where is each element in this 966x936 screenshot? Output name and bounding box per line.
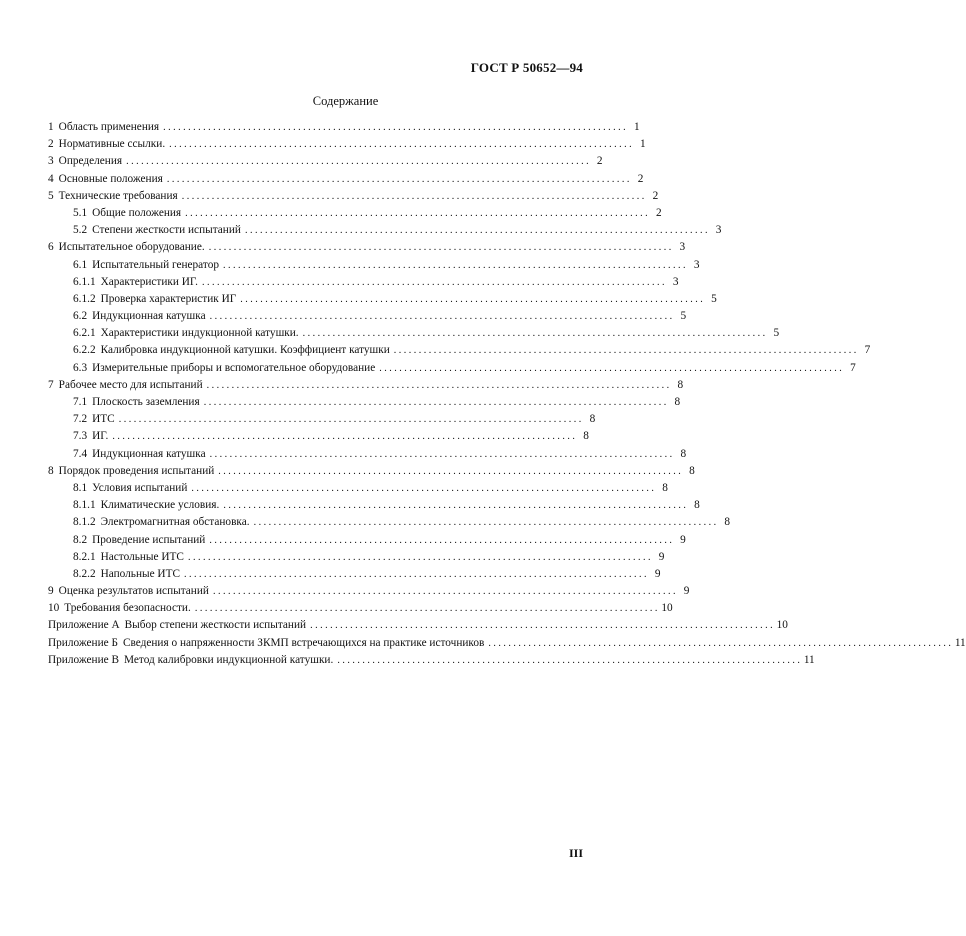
toc-dot-leader xyxy=(219,497,690,514)
toc-entry[interactable] xyxy=(48,549,665,566)
toc-entry[interactable] xyxy=(48,222,722,239)
toc-entry-title: Рабочее место для испытаний xyxy=(58,378,203,391)
toc-dot-leader xyxy=(181,205,652,222)
toc-entry-title: Плоскость заземления xyxy=(92,396,200,408)
toc-entry-title: Нормативные ссылки. xyxy=(58,138,166,151)
toc-entry-page: 8 xyxy=(589,413,596,426)
toc-entry[interactable] xyxy=(48,600,673,617)
toc-entry-title: Определения xyxy=(58,155,123,168)
toc-entry-title: Индукционная катушка xyxy=(92,447,206,460)
toc-entry-number: 6.2 xyxy=(73,310,88,323)
toc-entry-page: 8 xyxy=(689,464,695,477)
toc-entry-number: Приложение В xyxy=(48,653,119,666)
toc-entry-number: 8.1 xyxy=(73,481,88,494)
toc-dot-leader xyxy=(187,480,658,497)
toc-entry[interactable] xyxy=(48,342,871,359)
toc-dot-leader xyxy=(306,617,777,634)
toc-entry-page: 2 xyxy=(652,189,659,202)
toc-entry-number: 7 xyxy=(48,378,54,391)
toc-entry-page: 3 xyxy=(679,241,686,254)
toc-entry-number: 7.3 xyxy=(73,430,88,443)
toc-entry-number: 8.1.1 xyxy=(73,499,96,512)
toc-dot-leader xyxy=(159,119,630,136)
toc-entry-number: 3 xyxy=(48,155,54,168)
toc-entry-number: 7.4 xyxy=(73,447,88,460)
toc-entry-number: 2 xyxy=(48,138,54,151)
toc-entry-page: 3 xyxy=(672,275,679,288)
toc-entry-title: Характеристики индукционной катушки. xyxy=(100,327,299,340)
toc-dot-leader xyxy=(214,463,685,480)
toc-dot-leader xyxy=(203,377,674,394)
toc-entry[interactable] xyxy=(48,360,856,377)
toc-entry-title: Оценка результатов испытаний xyxy=(58,585,209,598)
toc-entry[interactable] xyxy=(48,136,646,153)
toc-entry[interactable] xyxy=(48,480,668,497)
toc-entry-number: 6.2.1 xyxy=(73,327,96,340)
toc-entry-number: 1 xyxy=(48,121,54,133)
toc-entry-page: 10 xyxy=(776,619,788,632)
toc-entry-page: 7 xyxy=(850,361,856,374)
toc-dot-leader xyxy=(299,325,770,342)
toc-entry-number: 8 xyxy=(48,464,54,477)
toc-dot-leader xyxy=(250,514,721,531)
toc-entry[interactable] xyxy=(48,188,659,205)
toc-entry-page: 5 xyxy=(773,327,780,340)
toc-entry-title: Выбор степени жесткости испытаний xyxy=(124,619,307,632)
toc-entry-title: Сведения о напряженности ЗКМП встречающихся на практике источников xyxy=(122,636,485,649)
toc-entry[interactable] xyxy=(48,205,662,222)
toc-entry-page: 3 xyxy=(693,258,700,271)
toc-entry-page: 9 xyxy=(683,585,690,598)
toc-dot-leader xyxy=(178,188,649,205)
toc-dot-leader xyxy=(108,428,579,445)
toc-entry-page: 2 xyxy=(637,172,644,185)
toc-entry-number: 9 xyxy=(48,585,54,598)
toc-entry-page: 2 xyxy=(655,206,662,219)
toc-entry-title: ИТС xyxy=(92,413,115,426)
toc-dot-leader xyxy=(191,600,662,617)
toc-entry-title: Проведение испытаний xyxy=(92,533,206,546)
toc-entry-page: 11 xyxy=(803,653,815,666)
toc-entry[interactable] xyxy=(48,532,686,549)
toc-entry-page: 9 xyxy=(654,567,661,580)
toc-entry-page: 10 xyxy=(661,602,673,615)
toc-entry[interactable] xyxy=(48,446,687,463)
toc-entry-number: 8.2.2 xyxy=(73,567,96,580)
toc-entry-title: Условия испытаний xyxy=(92,481,188,494)
toc-entry-title: Характеристики ИГ. xyxy=(100,275,199,288)
toc-dot-leader xyxy=(165,136,636,153)
toc-entry[interactable] xyxy=(48,497,700,514)
toc-entry-number: 7.1 xyxy=(73,396,88,408)
toc-entry-number: 6.1.2 xyxy=(73,292,96,305)
toc-title: Содержание xyxy=(312,94,379,108)
toc-dot-leader xyxy=(209,583,680,600)
toc-entry-number: 5 xyxy=(48,189,54,202)
toc-entry-number: 5.2 xyxy=(73,224,88,237)
toc-dot-leader xyxy=(205,239,676,256)
toc-dot-leader xyxy=(390,342,861,359)
toc-dot-leader xyxy=(115,411,586,428)
toc-entry-number: 8.1.2 xyxy=(73,516,96,529)
toc-entry-page: 8 xyxy=(677,378,684,391)
toc-dot-leader xyxy=(122,153,593,170)
toc-entry-number: Приложение Б xyxy=(48,636,118,649)
toc-entry-page: 8 xyxy=(674,396,681,408)
toc-entry-number: Приложение А xyxy=(48,619,120,632)
toc-dot-leader xyxy=(205,532,676,549)
toc-entry-page: 8 xyxy=(694,499,700,512)
toc-entry-number: 6.3 xyxy=(73,361,88,374)
toc-dot-leader xyxy=(206,446,677,463)
toc-entry-number: 6 xyxy=(48,241,54,254)
toc-entry[interactable] xyxy=(48,274,679,291)
toc-entry-page: 3 xyxy=(715,224,722,237)
toc-entry[interactable] xyxy=(48,583,690,600)
toc-entry-title: Общие положения xyxy=(92,206,182,219)
toc-entry-title: Калибровка индукционной катушки. Коэффициент катушки xyxy=(100,344,390,357)
toc-dot-leader xyxy=(184,549,655,566)
page-number: III xyxy=(568,846,583,860)
toc-entry[interactable] xyxy=(48,652,815,669)
toc-dot-leader xyxy=(200,394,671,411)
toc-entry-number: 6.1 xyxy=(73,258,88,271)
toc-entry-number: 4 xyxy=(48,172,54,185)
toc-entry-page: 5 xyxy=(711,292,717,305)
toc-entry-title: Область применения xyxy=(58,121,160,133)
toc-entry[interactable] xyxy=(48,119,640,136)
toc-dot-leader xyxy=(219,257,690,274)
toc-entry[interactable] xyxy=(48,428,589,445)
toc-entry-title: Испытательный генератор xyxy=(92,258,219,271)
toc-entry-number: 10 xyxy=(48,602,60,615)
toc-entry-number: 6.2.2 xyxy=(73,344,96,357)
toc-entry-title: Настольные ИТС xyxy=(100,550,184,563)
toc-entry[interactable] xyxy=(48,463,695,480)
toc-entry-page: 8 xyxy=(680,447,687,460)
toc-dot-leader xyxy=(163,171,634,188)
toc-dot-leader xyxy=(375,360,846,377)
toc-entry[interactable] xyxy=(48,171,644,188)
toc-entry-page: 8 xyxy=(583,430,589,443)
toc-entry-page: 9 xyxy=(680,533,686,546)
toc-entry-page: 1 xyxy=(633,121,640,133)
toc-dot-leader xyxy=(180,566,651,583)
toc-entry[interactable] xyxy=(48,377,684,394)
toc-entry-title: Проверка характеристик ИГ xyxy=(100,292,237,305)
toc-entry-page: 8 xyxy=(724,516,731,529)
toc-dot-leader xyxy=(333,652,804,669)
toc-entry[interactable] xyxy=(48,617,788,634)
toc-dot-leader xyxy=(484,635,955,652)
toc-entry[interactable] xyxy=(48,411,596,428)
toc-entry[interactable] xyxy=(48,514,731,531)
toc-entry-page: 11 xyxy=(954,636,966,649)
toc-entry-number: 5.1 xyxy=(73,206,88,219)
toc-entry-page: 5 xyxy=(680,310,687,323)
toc-entry[interactable] xyxy=(48,153,603,170)
toc-dot-leader xyxy=(236,291,707,308)
toc-entry-title: Испытательное оборудование. xyxy=(58,241,205,254)
toc-entry-number: 7.2 xyxy=(73,413,88,426)
toc-entry[interactable] xyxy=(48,257,700,274)
toc-entry-number: 8.2 xyxy=(73,533,88,546)
toc-entry[interactable] xyxy=(48,325,780,342)
toc-entry[interactable] xyxy=(48,308,687,325)
toc-entry-title: Климатические условия. xyxy=(100,499,220,512)
toc-entry-page: 8 xyxy=(662,481,668,494)
toc-entry-page: 7 xyxy=(864,344,871,357)
toc-entry-page: 2 xyxy=(596,155,603,168)
toc-entry-title: Требования безопасности. xyxy=(64,602,191,615)
toc-entry-page: 9 xyxy=(658,550,665,563)
toc-entry-title: Технические требования xyxy=(58,189,178,202)
toc-entry-title: Основные положения xyxy=(58,172,163,185)
toc-entry[interactable] xyxy=(48,566,661,583)
toc-entry-number: 6.1.1 xyxy=(73,275,96,288)
toc-entry[interactable] xyxy=(48,239,686,256)
toc-entry-title: Напольные ИТС xyxy=(100,567,181,580)
toc-entry[interactable] xyxy=(48,635,966,652)
toc-entry-number: 8.2.1 xyxy=(73,550,96,563)
toc-entry[interactable] xyxy=(48,394,681,411)
toc-entry-page: 1 xyxy=(639,138,646,151)
table-of-contents xyxy=(48,119,966,669)
toc-dot-leader xyxy=(241,222,712,239)
toc-entry-title: Электромагнитная обстановка. xyxy=(100,516,250,529)
toc-entry-title: Степени жесткости испытаний xyxy=(92,224,241,237)
toc-entry-title: ИГ. xyxy=(92,430,109,443)
toc-dot-leader xyxy=(198,274,669,291)
toc-entry-title: Метод калибровки индукционной катушки. xyxy=(124,653,334,666)
toc-dot-leader xyxy=(206,308,677,325)
toc-entry[interactable] xyxy=(48,291,717,308)
document-code: ГОСТ Р 50652—94 xyxy=(470,60,583,75)
toc-entry-title: Порядок проведения испытаний xyxy=(58,464,215,477)
toc-entry-title: Измерительные приборы и вспомогательное оборудование xyxy=(92,361,376,374)
toc-entry-title: Индукционная катушка xyxy=(92,310,206,323)
